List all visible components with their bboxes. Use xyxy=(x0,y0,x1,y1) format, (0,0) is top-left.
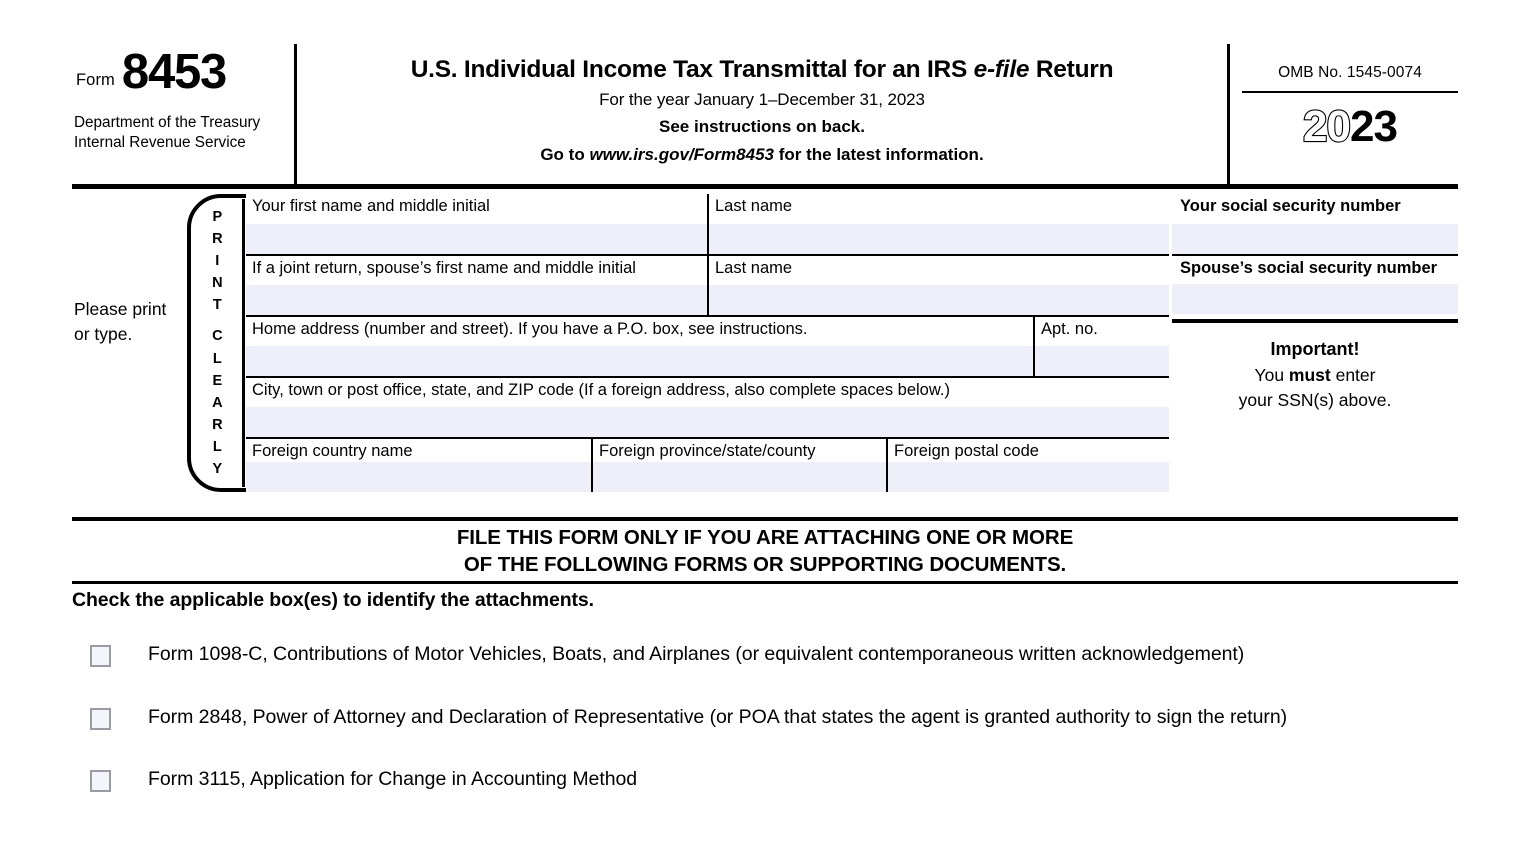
field-your-ssn[interactable] xyxy=(1172,194,1458,254)
field-entry-area[interactable] xyxy=(1172,284,1458,314)
form-title-part1: U.S. Individual Income Tax Transmittal for an IRS xyxy=(410,56,974,83)
field-foreign-postal-code[interactable] xyxy=(886,437,1169,492)
field-label: Your first name and middle initial xyxy=(252,197,490,215)
field-spouse-last-name[interactable] xyxy=(707,254,1169,315)
row-spouse-name xyxy=(246,254,1169,315)
attachment-item-3115[interactable] xyxy=(90,766,1460,794)
attachment-label: Form 3115, Application for Change in Accounting Method xyxy=(148,768,638,791)
row-foreign-address xyxy=(246,437,1169,492)
field-label: Your social security number xyxy=(1180,197,1401,215)
form-title xyxy=(297,56,1227,84)
banner-top-rule xyxy=(72,517,1458,521)
checkbox-icon[interactable] xyxy=(90,708,111,730)
omb-number: OMB No. 1545-0074 xyxy=(1278,64,1422,81)
field-city-state-zip[interactable] xyxy=(246,376,1169,437)
file-this-form-banner xyxy=(72,524,1458,579)
important-must-word: must xyxy=(1288,364,1331,385)
attachments-checklist xyxy=(90,641,1460,794)
print-clearly-letter: N xyxy=(212,275,223,292)
row-home-address xyxy=(246,315,1169,376)
field-entry-area[interactable] xyxy=(888,462,1169,492)
print-clearly-letter: C xyxy=(212,328,223,345)
banner-line-2: OF THE FOLLOWING FORMS OR SUPPORTING DOCUMENTS. xyxy=(463,553,1067,577)
row-city-state-zip xyxy=(246,376,1169,437)
header-form-identity xyxy=(72,44,294,184)
tax-year-large xyxy=(1242,93,1458,149)
department-line-1: Department of the Treasury xyxy=(74,114,261,132)
form-title-part2: Return xyxy=(1029,56,1114,83)
field-label: City, town or post office, state, and ZIP code (If a foreign address, also complete spaces below.) xyxy=(252,381,950,399)
please-print-note: Please print or type. xyxy=(74,299,167,344)
field-label: Foreign postal code xyxy=(894,442,1039,460)
attachment-label: Form 1098-C, Contributions of Motor Vehicles, Boats, and Airplanes (or equivalent contemporaneous written acknowledgement) xyxy=(148,643,1245,665)
taxpayer-field-grid xyxy=(246,194,1169,492)
field-entry-area[interactable] xyxy=(246,462,591,492)
tax-year-prefix: 20 xyxy=(1303,102,1350,151)
form-word-label: Form xyxy=(76,70,115,89)
field-apt-no[interactable] xyxy=(1033,315,1169,376)
banner-bottom-rule xyxy=(72,581,1458,584)
important-line-3: your SSN(s) above. xyxy=(1238,390,1392,411)
form-number: 8453 xyxy=(121,45,227,99)
field-entry-area[interactable] xyxy=(1172,224,1458,254)
important-title: Important! xyxy=(1270,339,1360,359)
print-clearly-letter: R xyxy=(212,231,223,248)
tax-year-suffix: 23 xyxy=(1350,102,1397,151)
row-your-name xyxy=(246,194,1169,254)
department-block xyxy=(72,113,294,154)
field-label: Last name xyxy=(715,197,793,215)
field-label: Last name xyxy=(715,259,793,277)
see-instructions-note: See instructions on back. xyxy=(659,117,865,137)
important-ssn-notice xyxy=(1172,319,1458,413)
print-clearly-vertical-label xyxy=(193,199,245,487)
goto-suffix: for the latest information. xyxy=(773,145,984,165)
field-spouse-ssn[interactable] xyxy=(1172,254,1458,314)
attachment-item-2848[interactable] xyxy=(90,704,1460,732)
field-label: Foreign province/state/county xyxy=(599,442,816,460)
form-header xyxy=(72,44,1458,184)
banner-line-1: FILE THIS FORM ONLY IF YOU ARE ATTACHING ONE OR MORE xyxy=(456,526,1074,549)
field-entry-area[interactable] xyxy=(246,346,1033,376)
goto-url-note xyxy=(297,145,1227,165)
field-your-first-name[interactable] xyxy=(246,194,707,254)
attachment-label: Form 2848, Power of Attorney and Declaration of Representative (or POA that states the agent is granted authority to sign the return) xyxy=(148,705,1288,728)
irs-form-url-link[interactable]: www.irs.gov/Form8453 xyxy=(589,145,774,165)
print-clearly-letter: L xyxy=(212,438,223,455)
field-home-address[interactable] xyxy=(246,315,1033,376)
field-foreign-province[interactable] xyxy=(591,437,886,492)
field-entry-area[interactable] xyxy=(246,285,707,315)
tax-year-range: For the year January 1–December 31, 2023 xyxy=(599,90,925,110)
print-clearly-letter: P xyxy=(212,209,223,226)
checkbox-icon[interactable] xyxy=(90,645,111,667)
field-label: Apt. no. xyxy=(1041,320,1098,338)
attachment-item-1098c[interactable] xyxy=(90,641,1460,669)
field-entry-area[interactable] xyxy=(709,285,1169,315)
important-line2-post: enter xyxy=(1330,364,1376,385)
print-clearly-letter: A xyxy=(212,394,223,411)
field-entry-area[interactable] xyxy=(709,224,1169,254)
print-clearly-letter: E xyxy=(212,372,223,389)
print-clearly-letter: I xyxy=(215,253,220,270)
field-entry-area[interactable] xyxy=(246,407,1169,437)
field-label: Foreign country name xyxy=(252,442,413,460)
header-title-block xyxy=(294,44,1230,184)
print-clearly-letter: T xyxy=(212,297,223,314)
taxpayer-info-block xyxy=(72,189,1458,494)
check-applicable-instruction: Check the applicable box(es) to identify the attachments. xyxy=(72,589,594,611)
field-your-last-name[interactable] xyxy=(707,194,1169,254)
field-foreign-country[interactable] xyxy=(246,437,591,492)
department-line-2: Internal Revenue Service xyxy=(74,134,246,152)
print-clearly-letter: L xyxy=(212,350,223,367)
field-entry-area[interactable] xyxy=(246,224,707,254)
field-entry-area[interactable] xyxy=(1035,346,1169,376)
form-title-efile: e-file xyxy=(973,56,1030,83)
checkbox-icon[interactable] xyxy=(90,770,111,792)
field-label: Spouse’s social security number xyxy=(1180,259,1438,277)
form-number-row xyxy=(72,45,294,99)
print-clearly-letter: Y xyxy=(212,460,223,477)
field-label: If a joint return, spouse’s first name and middle initial xyxy=(252,259,636,277)
goto-prefix: Go to xyxy=(540,145,590,165)
ssn-column xyxy=(1172,194,1458,492)
field-entry-area[interactable] xyxy=(593,462,886,492)
field-label: Home address (number and street). If you have a P.O. box, see instructions. xyxy=(252,320,808,338)
field-spouse-first-name[interactable] xyxy=(246,254,707,315)
important-line2-pre: You xyxy=(1254,364,1289,385)
print-clearly-letter: R xyxy=(212,416,223,433)
header-omb-block xyxy=(1230,44,1458,184)
important-line-2 xyxy=(1172,363,1458,388)
